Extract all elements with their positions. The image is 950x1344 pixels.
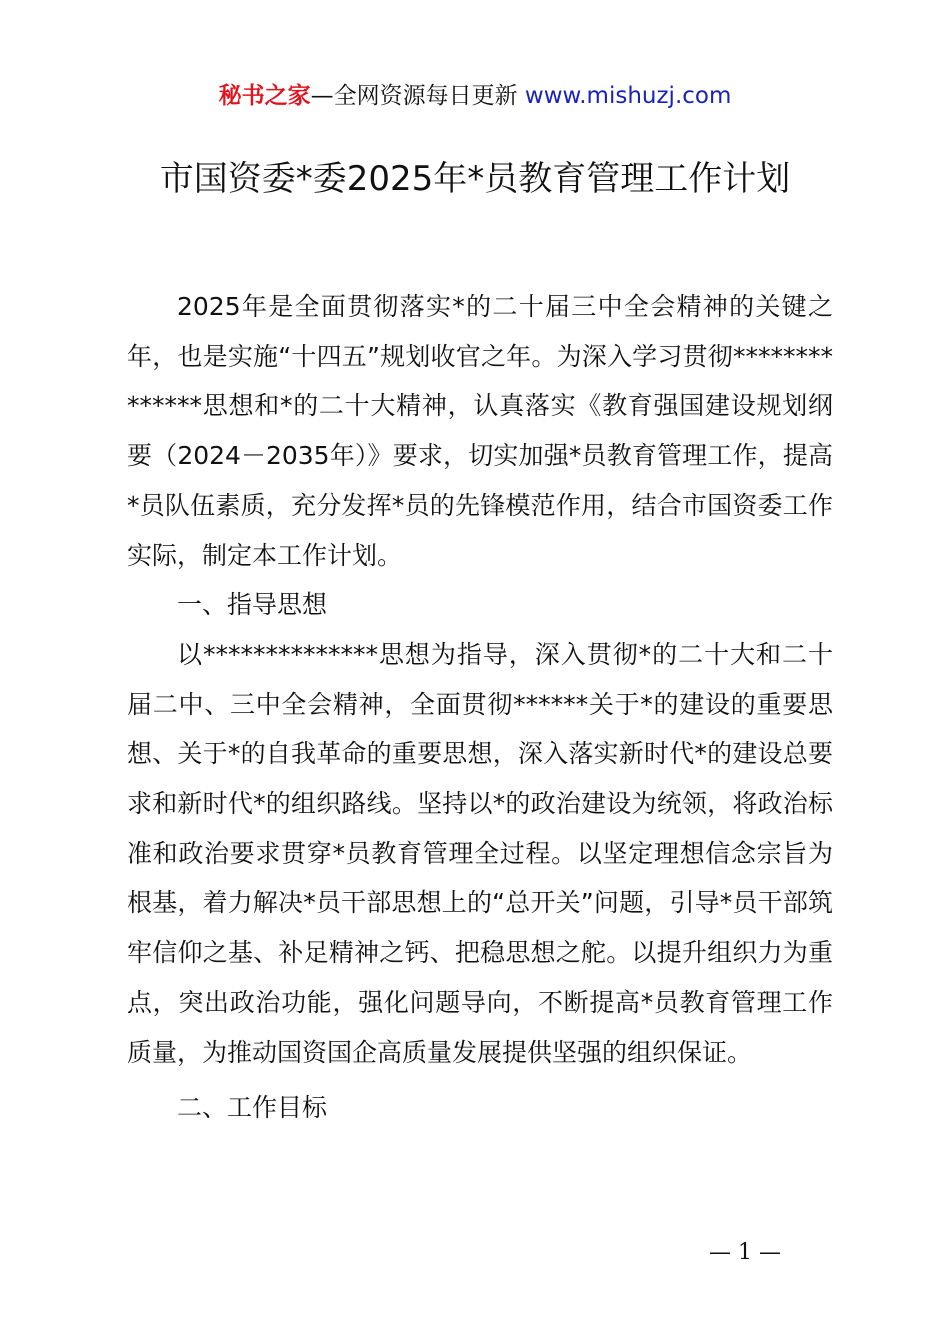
guiding-thought-paragraph: 以**************思想为指导，深入贯彻*的二十大和二十届二中、三中全会精神，全面贯彻******关于*的建设的重要思想、关于*的自我革命的重要思想，深入落实新时代*的建设总要求和新时代*的组织路线。坚持以*的政治建设为统领，将政治标准和政治要求贯穿*员教育管理全过程。以坚定理想信念宗旨为根基，着力解决*员干部思想上的“总开关”问题，引导*员干部筑牢信仰之基、补足精神之钙、把稳思想之舵。以提升组织力为重点，突出政治功能，强化问题导向，不断提高*员教育管理工作质量，为推动国资国企高质量发展提供坚强的组织保证。 <box>127 639 833 1067</box>
intro-paragraph: 2025年是全面贯彻落实*的二十届三中全会精神的关键之年，也是实施“十四五”规划收官之年。为深入学习贯彻**************思想和*的二十大精神，认真落实《教育强国建设规划纲要（2024－2035年）》要求，切实加强*员教育管理工作，提高*员队伍素质，充分发挥*员的先锋模范作用，结合市国资委工作实际，制定本工作计划。 <box>127 292 833 570</box>
document-body <box>127 282 833 1133</box>
page-number: — 1 — <box>709 1240 781 1265</box>
section-heading-work-goals: 二、工作目标 <box>177 1093 328 1123</box>
site-brand: 秘书之家 <box>218 83 311 109</box>
document-title: 市国资委*委2025年*员教育管理工作计划 <box>159 159 791 199</box>
site-tagline: —全网资源每日更新 <box>310 83 518 109</box>
site-url-link[interactable]: www.mishuzj.com <box>524 83 732 109</box>
section-heading-guiding-thought: 一、指导思想 <box>177 590 328 620</box>
site-banner <box>0 78 950 114</box>
